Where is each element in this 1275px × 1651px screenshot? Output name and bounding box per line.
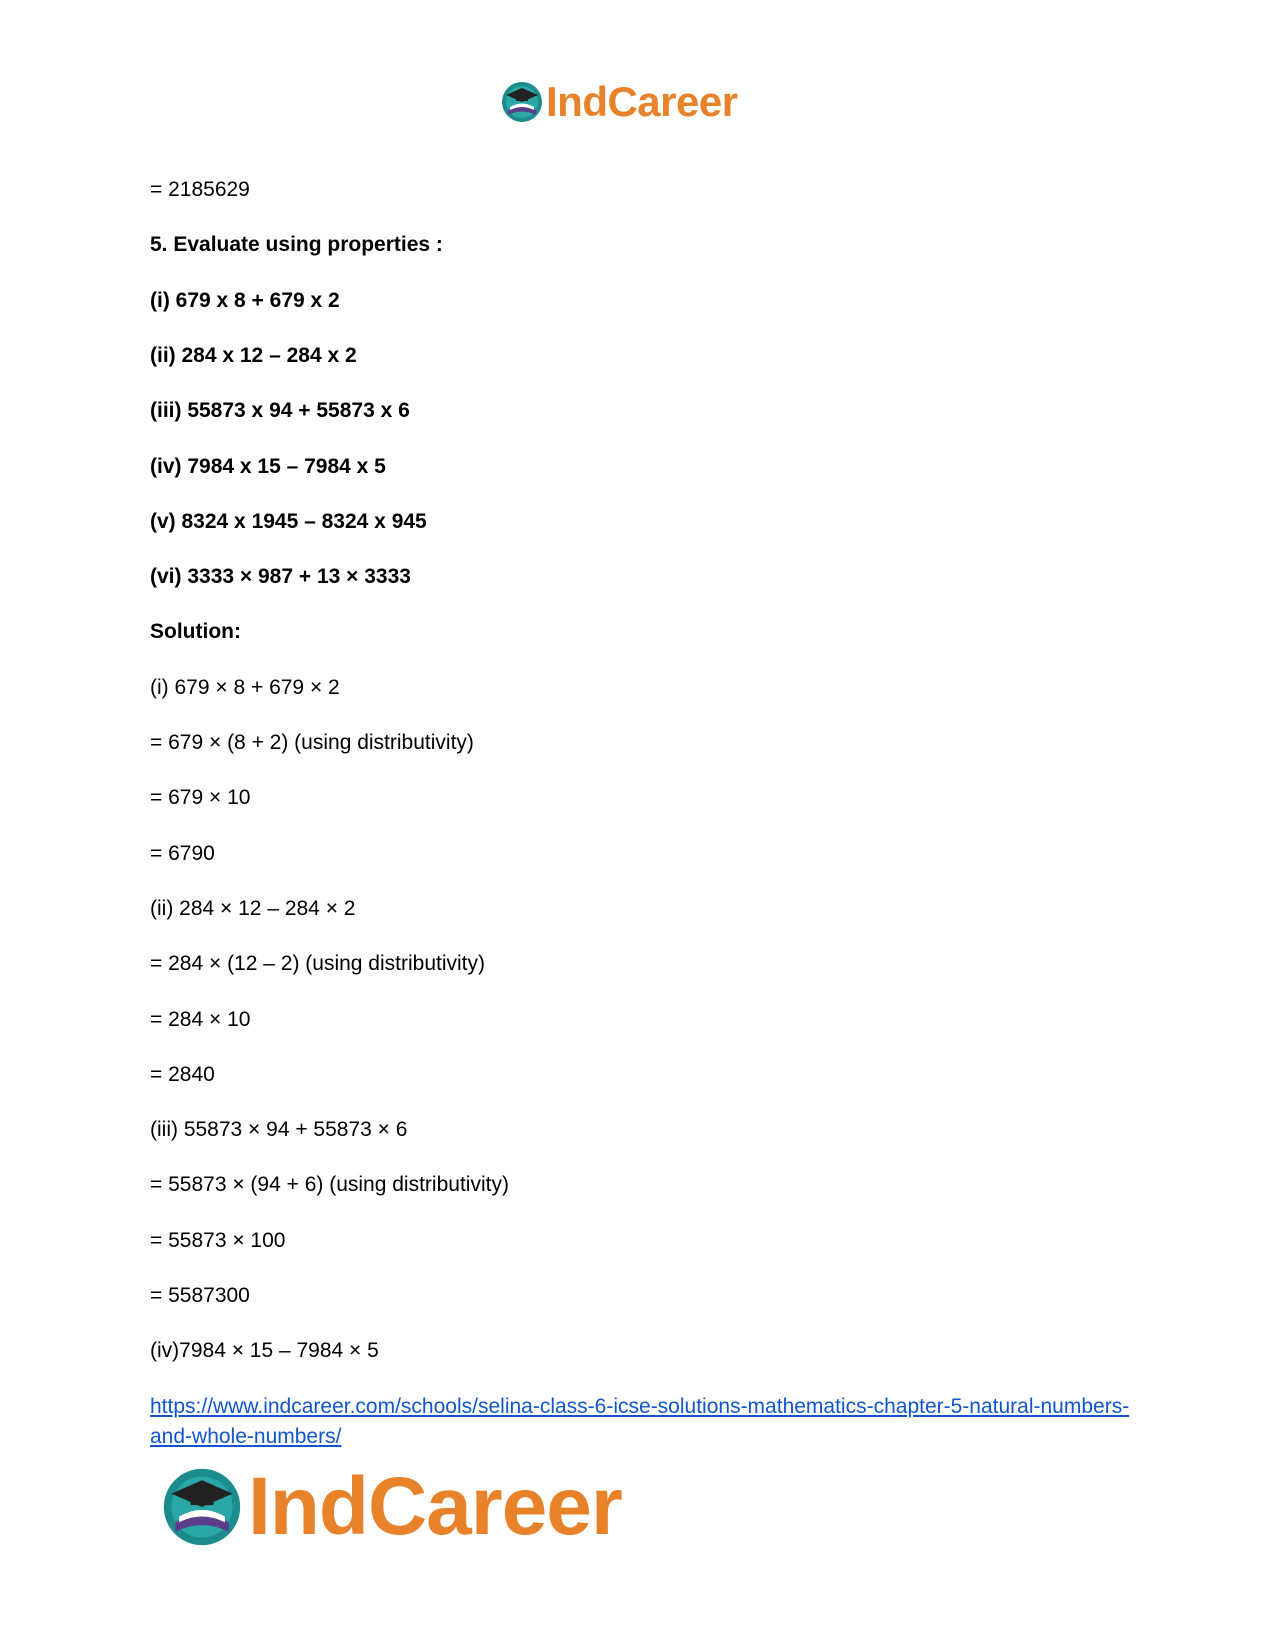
solution-line: = 2840	[150, 1063, 215, 1086]
solution-line: (iv)7984 × 15 – 7984 × 5	[150, 1339, 379, 1362]
question-line: (iii) 55873 x 94 + 55873 x 6	[150, 399, 410, 422]
header-logo	[500, 78, 738, 126]
graduation-globe-icon	[500, 80, 544, 124]
solution-line: (i) 679 × 8 + 679 × 2	[150, 676, 340, 699]
solution-line: = 6790	[150, 842, 215, 865]
solution-line: = 2185629	[150, 178, 250, 201]
logo-wordmark: IndCareer	[546, 78, 738, 125]
question-line: (i) 679 x 8 + 679 x 2	[150, 289, 340, 312]
solution-line: = 679 × (8 + 2) (using distributivity)	[150, 731, 474, 754]
solution-line: = 55873 × (94 + 6) (using distributivity)	[150, 1173, 509, 1196]
question-line: (ii) 284 x 12 – 284 x 2	[150, 344, 357, 367]
solution-line: = 5587300	[150, 1284, 250, 1307]
footer-logo	[160, 1460, 622, 1554]
question-line: (vi) 3333 × 987 + 13 × 3333	[150, 565, 411, 588]
solution-line: (iii) 55873 × 94 + 55873 × 6	[150, 1118, 408, 1141]
question-line: (v) 8324 x 1945 – 8324 x 945	[150, 510, 427, 533]
graduation-globe-icon	[160, 1465, 244, 1549]
question-line: Solution:	[150, 620, 241, 643]
solution-line: = 284 × (12 – 2) (using distributivity)	[150, 952, 485, 975]
logo-wordmark: IndCareer	[248, 1461, 622, 1552]
solution-line: = 55873 × 100	[150, 1229, 286, 1252]
solution-line: = 679 × 10	[150, 786, 251, 809]
solution-line: = 284 × 10	[150, 1008, 251, 1031]
question-line: (iv) 7984 x 15 – 7984 x 5	[150, 455, 386, 478]
question-line: 5. Evaluate using properties :	[150, 233, 443, 256]
solution-line: (ii) 284 × 12 – 284 × 2	[150, 897, 356, 920]
source-url-link[interactable]: https://www.indcareer.com/schools/selina-class-6-icse-solutions-mathematics-chapter-5-natural-numbers-and-whole-numbers/	[150, 1395, 1130, 1448]
